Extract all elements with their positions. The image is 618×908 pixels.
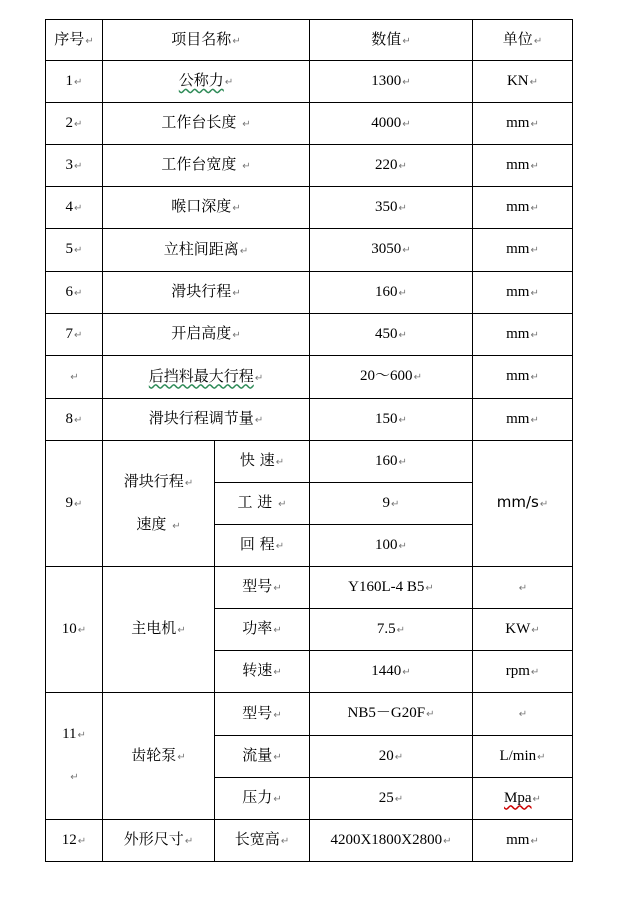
paragraph-mark-icon: ↵	[398, 160, 407, 172]
sub-label-cell	[215, 693, 310, 736]
paragraph-mark-icon: ↵	[77, 835, 87, 847]
name-text: 外形尺寸	[123, 830, 184, 848]
paragraph-mark-icon: ↵	[74, 118, 83, 130]
paragraph-mark-icon: ↵	[398, 287, 407, 299]
sub-label-cell	[215, 651, 310, 693]
sub-label-cell	[215, 736, 310, 778]
name-stack	[124, 461, 193, 547]
paragraph-mark-icon: ↵	[396, 624, 406, 636]
seq-cell	[46, 187, 103, 229]
seq-cell	[46, 693, 103, 820]
unit-cell	[473, 399, 573, 441]
value-cell	[310, 61, 473, 103]
unit-text: mm	[506, 831, 530, 848]
paragraph-mark-icon: ↵	[232, 35, 241, 47]
unit-text: mm	[506, 114, 530, 131]
name-text: 工作台长度	[161, 113, 237, 131]
paragraph-mark-icon: ↵	[402, 35, 411, 47]
table-row	[46, 229, 573, 272]
paragraph-mark-icon: ↵	[530, 414, 539, 426]
value-text: 4200X1800X2800	[330, 831, 443, 848]
sub-label-cell	[215, 820, 310, 862]
seq-text: 8	[65, 410, 74, 427]
name-line-2: 速度	[136, 514, 167, 533]
value-cell	[310, 229, 473, 272]
paragraph-mark-icon: ↵	[70, 772, 79, 783]
paragraph-mark-icon: ↵	[273, 625, 282, 636]
value-cell	[310, 314, 473, 356]
paragraph-mark-icon: ↵	[426, 709, 435, 720]
seq-text: 6	[65, 283, 74, 300]
paragraph-mark-icon: ↵	[518, 582, 528, 594]
name-cell	[103, 61, 310, 103]
value-text: 160	[375, 452, 398, 469]
paragraph-mark-icon: ↵	[177, 751, 186, 763]
name-cell	[103, 567, 215, 693]
name-text: 工作台宽度	[161, 155, 237, 173]
table-row	[46, 820, 573, 862]
name-text: 滑块行程	[171, 282, 232, 300]
table-row	[46, 399, 573, 441]
name-cell	[103, 820, 215, 862]
paragraph-mark-icon: ↵	[232, 330, 241, 341]
sub-label-cell	[215, 609, 310, 651]
sub-label-text: 快 速	[239, 451, 275, 469]
unit-cell	[473, 103, 573, 145]
seq-cell	[46, 314, 103, 356]
paragraph-mark-icon: ↵	[254, 372, 264, 384]
paragraph-mark-icon: ↵	[530, 245, 539, 256]
value-cell	[310, 483, 473, 525]
unit-text: mm	[506, 241, 530, 257]
header-value-text: 数值	[371, 29, 402, 48]
sub-label-cell	[215, 483, 310, 525]
unit-cell	[473, 693, 573, 736]
paragraph-mark-icon: ↵	[242, 119, 251, 130]
name-text: 公称力	[178, 71, 224, 89]
table-row	[46, 567, 573, 609]
paragraph-mark-icon: ↵	[273, 709, 282, 721]
name-cell	[103, 399, 310, 441]
paragraph-mark-icon: ↵	[184, 836, 194, 847]
paragraph-mark-icon: ↵	[533, 35, 543, 47]
paragraph-mark-icon: ↵	[391, 498, 400, 510]
paragraph-mark-icon: ↵	[529, 76, 539, 88]
paragraph-mark-icon: ↵	[275, 541, 285, 552]
paragraph-mark-icon: ↵	[530, 372, 539, 383]
unit-text: mm/s	[496, 493, 539, 511]
seq-text: 7	[65, 325, 74, 342]
paragraph-mark-icon: ↵	[530, 329, 539, 341]
unit-cell	[473, 441, 573, 567]
paragraph-mark-icon: ↵	[278, 499, 287, 510]
value-cell	[310, 103, 473, 145]
paragraph-mark-icon: ↵	[530, 287, 539, 299]
name-cell	[103, 693, 215, 820]
unit-text: mm	[506, 325, 530, 342]
paragraph-mark-icon: ↵	[425, 582, 434, 594]
value-cell	[310, 609, 473, 651]
paragraph-mark-icon: ↵	[413, 372, 422, 383]
paragraph-mark-icon: ↵	[398, 329, 407, 341]
paragraph-mark-icon: ↵	[172, 520, 181, 532]
name-text: 开启高度	[171, 324, 232, 342]
paragraph-mark-icon: ↵	[530, 118, 539, 130]
value-cell	[310, 399, 473, 441]
paragraph-mark-icon: ↵	[74, 329, 83, 341]
seq-cell	[46, 145, 103, 187]
paragraph-mark-icon: ↵	[273, 794, 282, 805]
unit-text: KW	[505, 620, 531, 637]
sub-label-text: 压力	[242, 788, 273, 806]
paragraph-mark-icon: ↵	[74, 245, 83, 256]
paragraph-mark-icon: ↵	[232, 203, 241, 214]
name-cell	[103, 314, 310, 356]
paragraph-mark-icon: ↵	[531, 624, 540, 636]
paragraph-mark-icon: ↵	[74, 414, 83, 426]
name-cell	[103, 187, 310, 229]
value-text: 220	[375, 156, 398, 173]
unit-cell	[473, 736, 573, 778]
paragraph-mark-icon: ↵	[280, 836, 290, 847]
unit-text: L/min	[499, 747, 537, 764]
sub-label-text: 长宽高	[234, 830, 280, 848]
seq-cell	[46, 820, 103, 862]
seq-text: 1	[65, 72, 74, 89]
unit-text: mm	[506, 198, 530, 215]
value-cell	[310, 693, 473, 736]
value-cell	[310, 778, 473, 820]
seq-text: 3	[65, 156, 74, 173]
value-text: 7.5	[376, 620, 396, 637]
name-cell	[103, 272, 310, 314]
unit-cell	[473, 314, 573, 356]
name-text: 喉口深度	[171, 197, 232, 215]
name-line-1: 滑块行程	[123, 471, 184, 490]
paragraph-mark-icon: ↵	[232, 288, 241, 299]
value-cell	[310, 567, 473, 609]
paragraph-mark-icon: ↵	[530, 835, 539, 847]
seq-cell	[46, 567, 103, 693]
unit-text: mm	[506, 283, 530, 300]
value-text: 350	[375, 198, 398, 215]
value-text: 9	[382, 494, 391, 511]
name-cell	[103, 441, 215, 567]
value-cell	[310, 187, 473, 229]
value-cell	[310, 356, 473, 399]
paragraph-mark-icon: ↵	[398, 414, 407, 426]
paragraph-mark-icon: ↵	[273, 583, 282, 594]
paragraph-mark-icon: ↵	[74, 202, 83, 214]
value-text: 25	[378, 789, 394, 806]
value-text: Y160L-4 B5	[348, 578, 425, 595]
value-cell	[310, 651, 473, 693]
paragraph-mark-icon: ↵	[518, 709, 528, 720]
paragraph-mark-icon: ↵	[74, 76, 83, 88]
paragraph-mark-icon: ↵	[402, 76, 411, 88]
sub-label-text: 流量	[242, 746, 273, 764]
table-row	[46, 61, 573, 103]
paragraph-mark-icon: ↵	[74, 287, 83, 299]
paragraph-mark-icon: ↵	[77, 730, 86, 741]
unit-cell	[473, 609, 573, 651]
paragraph-mark-icon: ↵	[402, 118, 411, 130]
spec-table	[45, 19, 573, 862]
header-unit	[473, 20, 573, 61]
unit-cell	[473, 187, 573, 229]
table-row	[46, 272, 573, 314]
paragraph-mark-icon: ↵	[85, 35, 94, 47]
paragraph-mark-icon: ↵	[402, 666, 411, 678]
paragraph-mark-icon: ↵	[443, 835, 452, 847]
seq-text: 9	[65, 494, 74, 511]
unit-cell	[473, 567, 573, 609]
paragraph-mark-icon: ↵	[224, 77, 234, 88]
paragraph-mark-icon: ↵	[239, 245, 249, 257]
name-text: 齿轮泵	[131, 745, 177, 764]
header-seq	[46, 20, 103, 61]
table-row	[46, 103, 573, 145]
sub-label-cell	[215, 441, 310, 483]
name-text: 主电机	[131, 619, 177, 637]
seq-cell	[46, 272, 103, 314]
name-cell	[103, 229, 310, 272]
seq-cell	[46, 103, 103, 145]
unit-cell	[473, 651, 573, 693]
unit-text: mm	[506, 410, 530, 427]
table-row	[46, 145, 573, 187]
header-unit-text: 单位	[502, 29, 533, 48]
paragraph-mark-icon: ↵	[530, 666, 540, 678]
table-row	[46, 187, 573, 229]
paragraph-mark-icon: ↵	[70, 372, 79, 383]
value-text: 1440	[371, 662, 402, 679]
value-text: 20	[378, 747, 394, 764]
seq-cell	[46, 61, 103, 103]
value-cell	[310, 145, 473, 187]
paragraph-mark-icon: ↵	[398, 540, 407, 552]
seq-text: 12	[61, 831, 77, 848]
table-row	[46, 314, 573, 356]
sub-label-text: 回 程	[239, 535, 275, 553]
unit-text: mm	[506, 156, 530, 173]
paragraph-mark-icon: ↵	[184, 477, 194, 489]
name-text: 立柱间距离	[163, 239, 239, 258]
value-text: 450	[375, 325, 398, 342]
paragraph-mark-icon: ↵	[77, 624, 87, 636]
sub-label-cell	[215, 567, 310, 609]
name-cell	[103, 145, 310, 187]
sub-label-text: 型号	[242, 703, 273, 722]
value-cell	[310, 441, 473, 483]
paragraph-mark-icon: ↵	[539, 499, 549, 510]
paragraph-mark-icon: ↵	[398, 456, 407, 468]
unit-cell	[473, 272, 573, 314]
sub-label-text: 工 进	[237, 493, 273, 511]
header-row	[46, 20, 573, 61]
paragraph-mark-icon: ↵	[242, 161, 251, 172]
value-text: 100	[375, 536, 398, 553]
unit-cell	[473, 229, 573, 272]
sub-label-text: 功率	[242, 619, 273, 637]
value-text: 160	[375, 283, 398, 300]
paragraph-mark-icon: ↵	[177, 625, 186, 636]
table-row	[46, 441, 573, 483]
sub-label-cell	[215, 525, 310, 567]
paragraph-mark-icon: ↵	[394, 751, 404, 763]
unit-cell	[473, 820, 573, 862]
unit-cell	[473, 778, 573, 820]
seq-text: 2	[65, 114, 74, 131]
paragraph-mark-icon: ↵	[273, 752, 282, 763]
value-text: 3050	[371, 241, 402, 257]
paragraph-mark-icon: ↵	[532, 793, 541, 805]
paragraph-mark-icon: ↵	[402, 245, 411, 256]
name-cell	[103, 103, 310, 145]
unit-cell	[473, 145, 573, 187]
value-cell	[310, 820, 473, 862]
table-row	[46, 356, 573, 399]
paragraph-mark-icon: ↵	[254, 415, 264, 426]
value-cell	[310, 736, 473, 778]
seq-cell	[46, 229, 103, 272]
value-cell	[310, 272, 473, 314]
unit-cell	[473, 356, 573, 399]
seq-cell	[46, 399, 103, 441]
value-text: NB5－G20F	[347, 705, 426, 721]
seq-cell	[46, 441, 103, 567]
header-name	[103, 20, 310, 61]
value-text: 1300	[371, 72, 402, 89]
header-value	[310, 20, 473, 61]
value-text: 4000	[371, 114, 402, 131]
sub-label-cell	[215, 778, 310, 820]
paragraph-mark-icon: ↵	[275, 457, 285, 468]
paragraph-mark-icon: ↵	[74, 160, 83, 172]
seq-cell	[46, 356, 103, 399]
seq-text: 10	[61, 620, 77, 637]
paragraph-mark-icon: ↵	[273, 667, 282, 678]
unit-cell	[473, 61, 573, 103]
name-text: 后挡料最大行程	[148, 366, 254, 385]
seq-text: 4	[65, 198, 74, 215]
unit-text: mm	[506, 368, 530, 384]
seq-text: 11	[62, 726, 77, 742]
unit-text: Mpa	[504, 789, 532, 806]
paragraph-mark-icon: ↵	[74, 498, 83, 510]
header-seq-text: 序号	[54, 29, 85, 48]
paragraph-mark-icon: ↵	[530, 160, 539, 172]
seq-text: 5	[65, 241, 74, 257]
seq-stack	[62, 714, 86, 798]
unit-text: rpm	[505, 662, 530, 679]
name-text: 滑块行程调节量	[148, 409, 254, 427]
value-text: 20～600	[360, 368, 413, 384]
paragraph-mark-icon: ↵	[398, 202, 407, 214]
sub-label-text: 转速	[242, 661, 273, 679]
sub-label-text: 型号	[242, 577, 273, 595]
value-text: 150	[375, 410, 398, 427]
value-cell	[310, 525, 473, 567]
unit-text: KN	[506, 72, 529, 89]
table-row	[46, 693, 573, 736]
paragraph-mark-icon: ↵	[394, 793, 404, 805]
header-name-text: 项目名称	[171, 29, 232, 48]
name-cell	[103, 356, 310, 399]
paragraph-mark-icon: ↵	[530, 202, 539, 214]
paragraph-mark-icon: ↵	[537, 751, 546, 763]
